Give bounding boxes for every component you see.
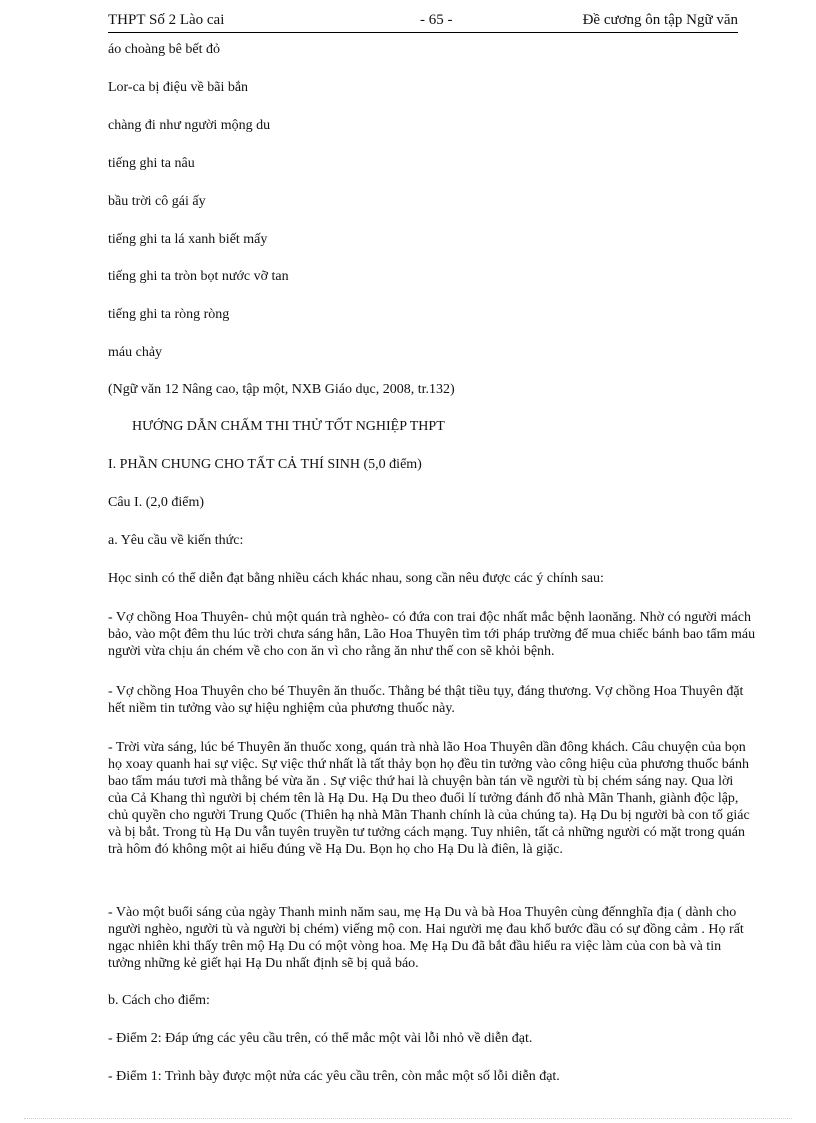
poem-line: bầu trời cô gái ấy bbox=[108, 194, 206, 209]
poem-line: áo choàng bê bết đỏ bbox=[108, 42, 220, 57]
poem-line: chàng đi như người mộng du bbox=[108, 118, 271, 133]
scoring-item: - Điểm 2: Đáp ứng các yêu cầu trên, có thể mắc một vài lỗi nhỏ về diễn đạt. bbox=[108, 1031, 533, 1046]
guide-title: HƯỚNG DẪN CHẤM THI THỬ TỐT NGHIỆP THPT bbox=[132, 419, 445, 434]
scoring-heading: b. Cách cho điểm: bbox=[108, 993, 210, 1008]
scoring-item: - Điểm 1: Trình bày được một nửa các yêu cầu trên, còn mắc một số lỗi diễn đạt. bbox=[108, 1069, 560, 1084]
intro-text: Học sinh có thể diễn đạt bằng nhiều cách khác nhau, song cần nêu được các ý chính sau: bbox=[108, 571, 604, 586]
knowledge-heading: a. Yêu cầu về kiến thức: bbox=[108, 533, 244, 548]
page-header bbox=[108, 12, 738, 33]
poem-line: tiếng ghi ta nâu bbox=[108, 156, 195, 171]
point-paragraph: - Vào một buổi sáng của ngày Thanh minh năm sau, mẹ Hạ Du và bà Hoa Thuyên cùng đếnnghĩa địa ( dành cho người nghèo, người tù và người bị chém) viếng mộ con. Hai người mẹ đau khổ bước đầu có sự đồng cảm . Họ rất ngạc nhiên khi thấy trên mộ Hạ Du có một vòng hoa. Mẹ Hạ Du đã bắt đầu hiểu ra việc làm của con bà và tin tưởng những kẻ giết hại Hạ Du nhất định sẽ bị quả báo. bbox=[108, 905, 744, 971]
page-bottom-divider bbox=[24, 1118, 792, 1119]
header-school: THPT Số 2 Lào cai bbox=[108, 12, 225, 28]
point-paragraph: - Trời vừa sáng, lúc bé Thuyên ăn thuốc xong, quán trà nhà lão Hoa Thuyên dần đông khách. Câu chuyện của bọn họ xoay quanh hai sự việc. Sự việc thứ nhất là tất thảy bọn họ đều tin tưởng vào công hiệu của phương thuốc bánh bao tẩm máu tươi mà thằng bé vừa ăn . Sự việc thứ hai là chuyện bàn tán về người tù bị chém sáng nay. Qua lời của Cả Khang thì người bị chém tên là Hạ Du. Hạ Du theo đuổi lí tưởng đánh đổ nhà Mãn Thanh, giành độc lập, chủ quyền cho người Trung Quốc (Thiên hạ nhà Mãn Thanh chính là của chúng ta). Hạ Du bị người bà con tố giác và bị bắt. Trong tù Hạ Du vẫn tuyên truyền tư tưởng cách mạng. Tuy nhiên, tất cả những người có mặt trong quán trà hôm đó không một ai hiểu đúng về Hạ Du. Bọn họ cho Hạ Du là điên, là giặc. bbox=[108, 740, 750, 857]
poem-line: tiếng ghi ta lá xanh biết mấy bbox=[108, 232, 268, 247]
header-page-number: - 65 - bbox=[420, 12, 453, 28]
poem-line: tiếng ghi ta tròn bọt nước vỡ tan bbox=[108, 269, 289, 284]
point-paragraph: - Vợ chồng Hoa Thuyên cho bé Thuyên ăn thuốc. Thằng bé thật tiều tụy, đáng thương. Vợ chồng Hoa Thuyên đặt hết niềm tin tưởng vào sự hiệu nghiệm của phương thuốc này. bbox=[108, 684, 744, 716]
poem-line: Lor-ca bị điệu về bãi bắn bbox=[108, 80, 249, 95]
citation: (Ngữ văn 12 Nâng cao, tập một, NXB Giáo dục, 2008, tr.132) bbox=[108, 382, 455, 397]
point-paragraph: - Vợ chồng Hoa Thuyên- chủ một quán trà nghèo- có đứa con trai độc nhất mắc bệnh laonăng. Nhờ có người mách bảo, vào một đêm thu lúc trời chưa sáng hẳn, Lão Hoa Thuyên tìm tới pháp trường để mua chiếc bánh bao tẩm máu người vừa chịu án chém về cho con ăn vì cho rằng ăn như thế con sẽ khỏi bệnh. bbox=[108, 610, 756, 659]
poem-line: máu chảy bbox=[108, 345, 163, 360]
question-title: Câu I. (2,0 điểm) bbox=[108, 495, 205, 510]
header-subject: Đề cương ôn tập Ngữ văn bbox=[582, 12, 738, 28]
section-title: I. PHẦN CHUNG CHO TẤT CẢ THÍ SINH (5,0 điểm) bbox=[108, 457, 422, 472]
poem-line: tiếng ghi ta ròng ròng bbox=[108, 307, 230, 322]
